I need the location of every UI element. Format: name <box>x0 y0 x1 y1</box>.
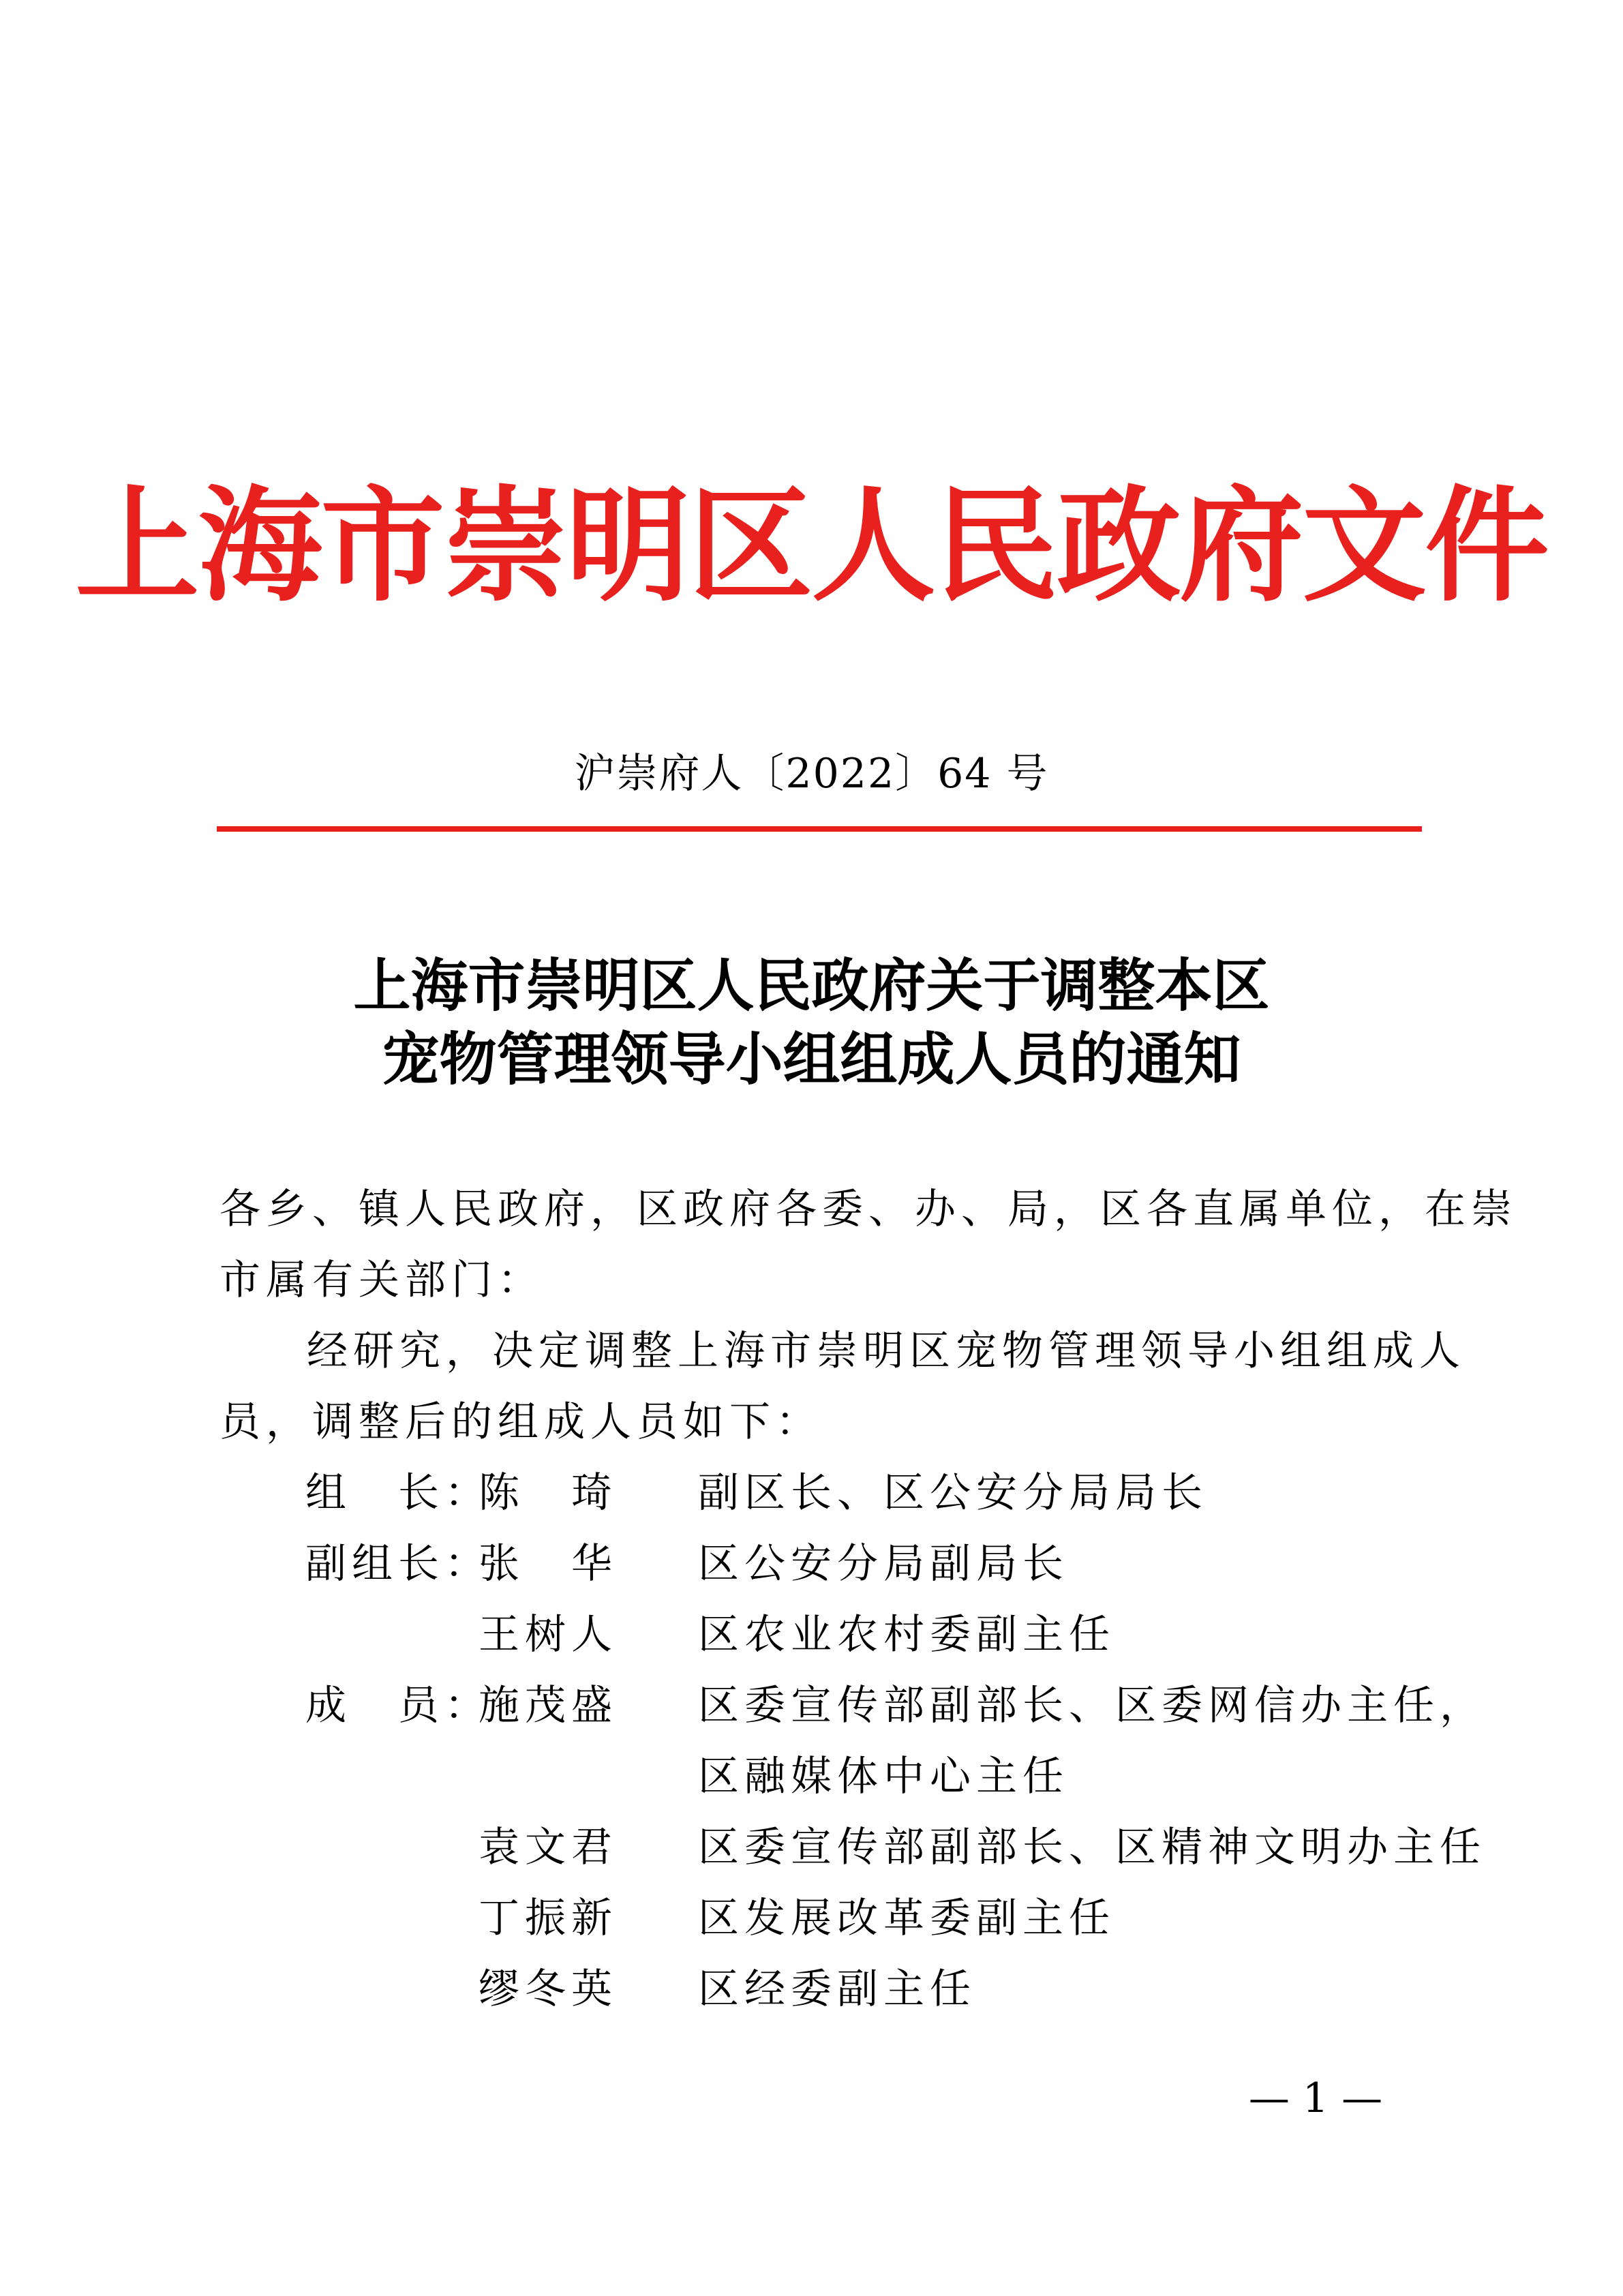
member-role: 副组长： <box>305 1540 491 1588</box>
red-divider-line <box>217 826 1422 832</box>
document-title <box>0 949 1623 1096</box>
member-post: 副区长、区公安分局局长 <box>698 1469 1208 1517</box>
issuer-masthead: 上海市崇明区人民政府文件 <box>75 472 1548 618</box>
page-number: — 1 — <box>1248 2074 1383 2122</box>
member-name: 丁振新 <box>479 1894 618 1942</box>
title-line-2: 宠物管理领导小组组成人员的通知 <box>382 1025 1241 1093</box>
member-post: 区经委副主任 <box>698 1965 976 2013</box>
title-line-1: 上海市崇明区人民政府关于调整本区 <box>353 952 1270 1019</box>
member-name: 王树人 <box>479 1611 618 1659</box>
member-role: 组 长： <box>305 1469 491 1517</box>
member-post: 区委宣传部副部长、区委网信办主任， <box>698 1682 1486 1729</box>
document-number: 沪崇府人〔2022〕64 号 <box>574 750 1049 798</box>
member-post: 区融媒体中心主任 <box>698 1753 1069 1800</box>
intro-line-2: 员，调整后的组成人员如下： <box>219 1398 822 1446</box>
member-name: 施茂盛 <box>479 1682 618 1729</box>
member-name: 缪冬英 <box>479 1965 618 2013</box>
member-name: 张 华 <box>479 1540 618 1588</box>
addressee-paragraph <box>219 1174 1517 1316</box>
member-post: 区委宣传部副部长、区精神文明办主任 <box>698 1824 1486 1871</box>
member-name: 陈 琦 <box>479 1469 618 1517</box>
member-post: 区发展改革委副主任 <box>698 1894 1115 1942</box>
intro-paragraph <box>219 1316 1466 1457</box>
member-name: 袁文君 <box>479 1824 618 1871</box>
intro-line-1: 经研究，决定调整上海市崇明区宠物管理领导小组组成人 <box>307 1327 1466 1375</box>
member-role: 成 员： <box>305 1682 491 1729</box>
addressee-line-2: 市属有关部门： <box>219 1256 544 1304</box>
member-post: 区公安分局副局长 <box>698 1540 1069 1588</box>
member-post: 区农业农村委副主任 <box>698 1611 1115 1659</box>
addressee-line-1: 各乡、镇人民政府，区政府各委、办、局，区各直属单位，在崇 <box>219 1185 1517 1233</box>
